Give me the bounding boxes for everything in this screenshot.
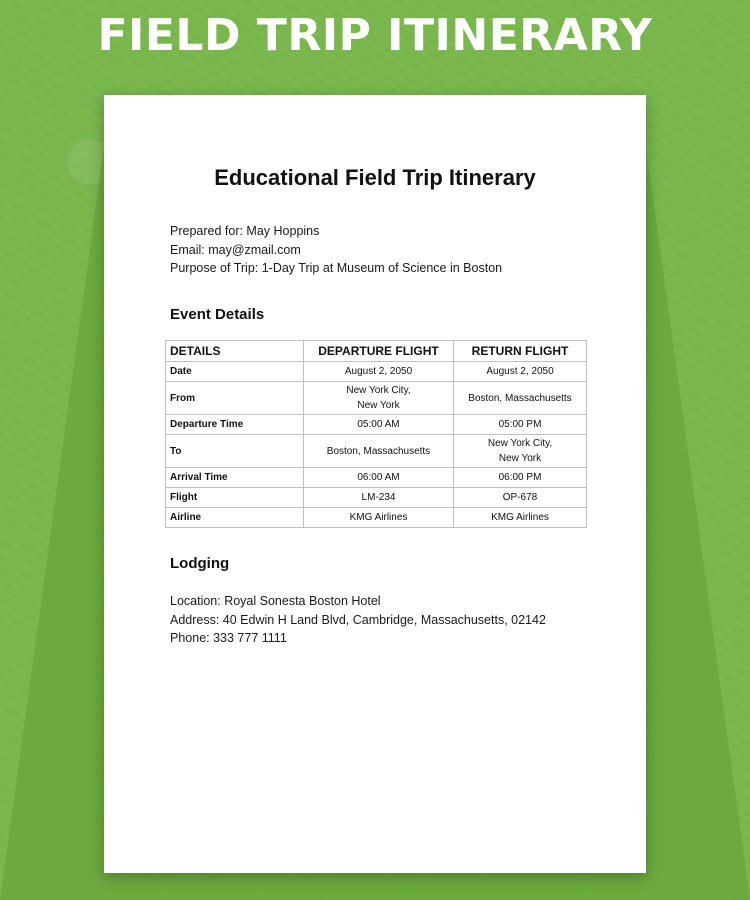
return-departure-time: 05:00 PM bbox=[454, 415, 587, 435]
trip-info bbox=[170, 222, 502, 278]
return-to-line2: New York bbox=[498, 453, 542, 464]
return-to bbox=[454, 435, 587, 468]
departure-to: Boston, Massachusetts bbox=[304, 435, 454, 468]
row-label: Departure Time bbox=[166, 415, 304, 435]
departure-date: August 2, 2050 bbox=[304, 362, 454, 382]
row-label: Airline bbox=[166, 508, 304, 528]
row-label: To bbox=[166, 435, 304, 468]
document-page bbox=[104, 95, 646, 873]
row-label: Date bbox=[166, 362, 304, 382]
return-from: Boston, Massachusetts bbox=[454, 382, 587, 415]
return-flight-number: OP-678 bbox=[454, 488, 587, 508]
return-date: August 2, 2050 bbox=[454, 362, 587, 382]
row-label: Flight bbox=[166, 488, 304, 508]
table-row-from bbox=[166, 382, 587, 415]
event-details-table bbox=[165, 340, 587, 528]
table-row-date bbox=[166, 362, 587, 382]
departure-departure-time: 05:00 AM bbox=[304, 415, 454, 435]
email: Email: may@zmail.com bbox=[170, 242, 301, 257]
document-title: Educational Field Trip Itinerary bbox=[214, 165, 536, 190]
table-row-arrival-time bbox=[166, 468, 587, 488]
event-details-heading: Event Details bbox=[170, 306, 265, 323]
table-row-to bbox=[166, 435, 587, 468]
lodging-phone: Phone: 333 777 1111 bbox=[170, 631, 287, 645]
return-airline: KMG Airlines bbox=[454, 508, 587, 528]
departure-airline: KMG Airlines bbox=[304, 508, 454, 528]
departure-from bbox=[304, 382, 454, 415]
table-header-row bbox=[166, 341, 587, 362]
banner-title: FIELD TRIP ITINERARY bbox=[97, 10, 653, 61]
table-row-airline bbox=[166, 508, 587, 528]
departure-arrival-time: 06:00 AM bbox=[304, 468, 454, 488]
row-label: From bbox=[166, 382, 304, 415]
lodging-location: Location: Royal Sonesta Boston Hotel bbox=[170, 594, 381, 608]
departure-flight-number: LM-234 bbox=[304, 488, 454, 508]
header-departure: DEPARTURE FLIGHT bbox=[304, 341, 454, 362]
lodging-address: Address: 40 Edwin H Land Blvd, Cambridge, Massachusetts, 02142 bbox=[170, 612, 546, 627]
lodging-info bbox=[170, 592, 546, 648]
header-return: RETURN FLIGHT bbox=[454, 341, 587, 362]
departure-from-line2: New York bbox=[357, 400, 400, 411]
trip-purpose: Purpose of Trip: 1-Day Trip at Museum of Science in Boston bbox=[170, 261, 503, 275]
prepared-for: Prepared for: May Hoppins bbox=[170, 224, 320, 238]
header-details: DETAILS bbox=[166, 341, 304, 362]
lodging-heading: Lodging bbox=[170, 555, 230, 572]
table-row-departure-time bbox=[166, 415, 587, 435]
return-arrival-time: 06:00 PM bbox=[454, 468, 587, 488]
row-label: Arrival Time bbox=[166, 468, 304, 488]
departure-from-line1: New York City, bbox=[346, 385, 411, 396]
table-row-flight bbox=[166, 488, 587, 508]
return-to-line1: New York City, bbox=[487, 438, 553, 449]
